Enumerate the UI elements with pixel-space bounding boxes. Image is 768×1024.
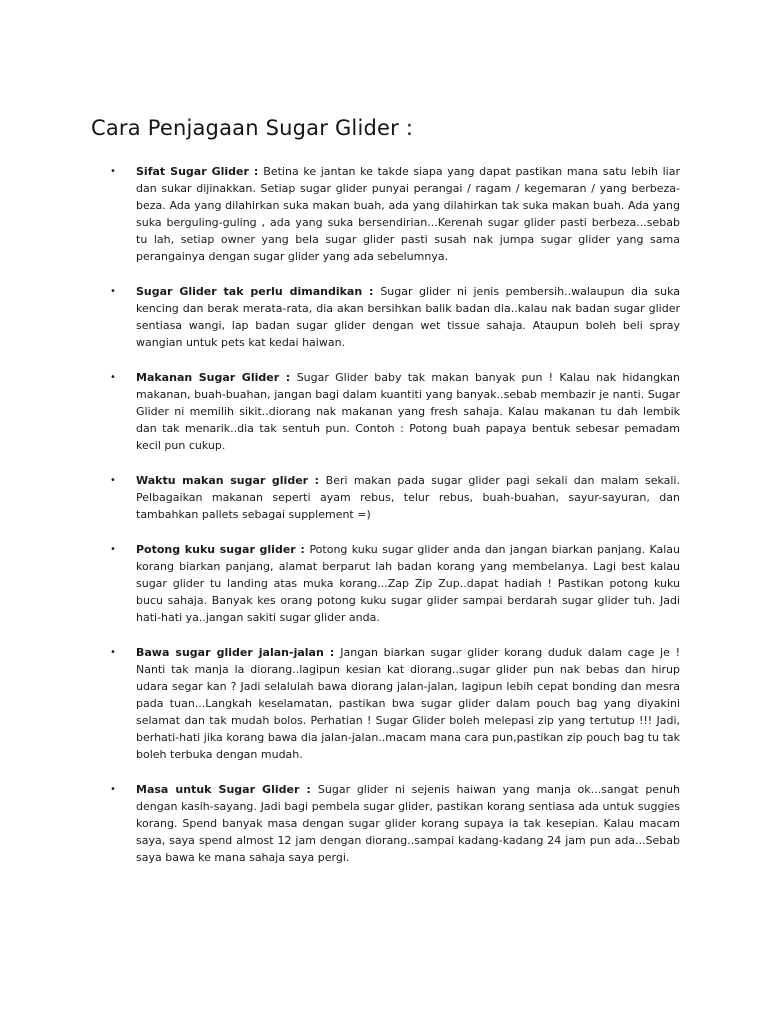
item-body: Sugar glider ni sejenis haiwan yang manja ok...sangat penuh dengan kasih-sayang. Jadi bagi pembela sugar glider, pastikan korang sentiasa ada untuk suggies korang. Spend banyak masa dengan sugar glider korang supaya ia tak kesepian. Kalau macam saya, saya spend almost 12 jam dengan diorang..sampai kadang-kadang 24 jam pun ada...Sebab saya bawa ke mana sahaja saya pergi.	[136, 783, 680, 864]
item-heading: Bawa sugar glider jalan-jalan :	[136, 646, 341, 660]
bullet-icon: •	[110, 285, 116, 297]
list-item-makanan	[108, 370, 680, 455]
item-heading: Sifat Sugar Glider :	[136, 165, 264, 178]
bullet-icon: •	[110, 647, 116, 659]
item-heading: Makanan Sugar Glider :	[136, 371, 297, 385]
item-body: Beri makan pada sugar glider pagi sekali dan malam sekali. Pelbagaikan makanan seperti ayam rebus, telur rebus, buah-buahan, sayur-sayuran, dan tambahkan pallets sebagai supplement =)	[136, 474, 680, 521]
bullet-icon: •	[110, 544, 116, 556]
item-heading: Waktu makan sugar glider :	[136, 474, 326, 488]
bullet-icon: •	[110, 475, 116, 487]
item-heading: Sugar Glider tak perlu dimandikan :	[136, 284, 381, 298]
list-item-masa	[108, 782, 680, 867]
bullet-icon: •	[110, 784, 116, 796]
list-item-mandi	[108, 284, 680, 352]
item-heading: Masa untuk Sugar Glider :	[136, 783, 318, 797]
item-body: Sugar Glider baby tak makan banyak pun ! Kalau nak hidangkan makanan, buah-buahan, jangan bagi dalam kuantiti yang banyak..sebab membazir je nanti. Sugar Glider ni memilih sikit..diorang nak makanan yang fresh sahaja. Kalau makanan tu dah lembik dan tak menarik..dia tak sentuh pun. Contoh : Potong buah papaya bentuk sebesar pemadam kecil pun cukup.	[136, 371, 681, 452]
list-item-waktu-makan	[108, 473, 680, 524]
list-item-sifat	[108, 164, 680, 265]
item-body: Sugar glider ni jenis pembersih..walaupun dia suka kencing dan berak merata-rata, dia akan bersihkan balik badan dia..kalau nak badan sugar glider sentiasa wangi, lap badan sugar glider dengan wet tissue sahaja. Ataupun boleh beli spray wangian untuk pets kat kedai haiwan.	[136, 284, 680, 349]
bullet-icon: •	[110, 372, 116, 384]
page-title: Cara Penjagaan Sugar Glider :	[91, 116, 414, 140]
item-heading: Potong kuku sugar glider :	[136, 543, 310, 557]
item-body: Jangan biarkan sugar glider korang duduk dalam cage je ! Nanti tak manja la diorang..lagipun kesian kat diorang..sugar glider pun nak bebas dan hirup udara segar kan ? Jadi selalulah bawa diorang jalan-jalan, lagipun lebih cepat bonding dan mesra pada tuan...Langkah keselamatan, pastikan bwa sugar glider dalam pouch bag yang diyakini selamat dan tak mudah bolos. Perhatian ! Sugar Glider boleh melepasi zip yang tertutup !!! Jadi, berhati-hati jika korang bawa dia jalan-jalan..macam mana cara pun,pastikan zip pouch bag tu tak boleh terbuka dengan mudah.	[136, 646, 680, 761]
list-item-potong-kuku	[108, 542, 680, 627]
item-body: Betina ke jantan ke takde siapa yang dapat pastikan mana satu lebih liar dan sukar dijinakkan. Setiap sugar glider punyai perangai / ragam / kegemaran / yang berbeza-beza. Ada yang dilahirkan suka makan buah, ada yang dilahirkan tak suka makan buah. Ada yang suka berguling-guling , ada yang suka bersendirian...Kerenah sugar glider pasti berbeza...sebab tu lah, setiap owner yang bela sugar glider pasti susah nak jumpa sugar glider yang sama perangainya dengan sugar glider yang ada sebelumnya.	[136, 165, 680, 263]
care-tips-list	[108, 164, 680, 885]
item-body: Potong kuku sugar glider anda dan jangan biarkan panjang. Kalau korang biarkan panjang, alamat berparut lah badan korang yang membelanya. Lagi best kalau sugar glider tu landing atas muka korang...Zap Zip Zup..dapat hadiah ! Pastikan potong kuku bucu sahaja. Banyak kes orang potong kuku sugar glider sampai berdarah sugar glider tuh. Jadi hati-hati ya..jangan sakiti sugar glider anda.	[136, 543, 680, 624]
bullet-icon: •	[110, 166, 116, 177]
list-item-jalan-jalan	[108, 645, 680, 763]
